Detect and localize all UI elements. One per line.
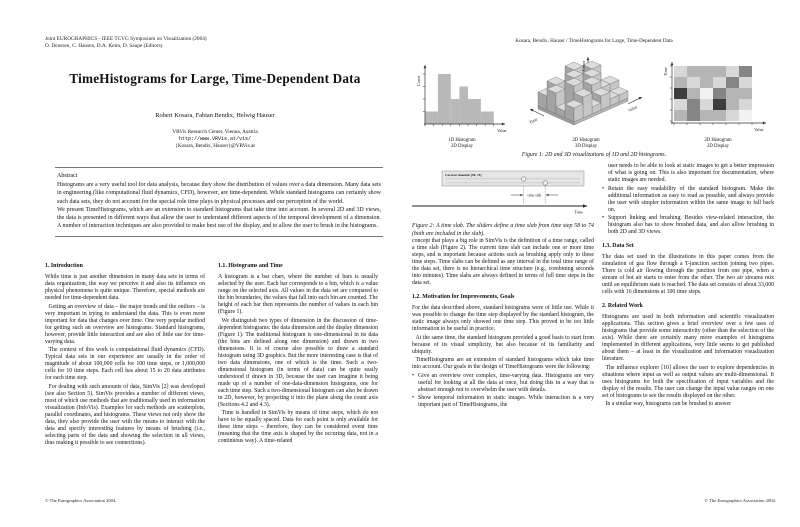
page2-footer: © The Eurographics Association 2004. bbox=[704, 498, 776, 503]
section-heading-data-set: 1.3. Data Set bbox=[602, 243, 634, 249]
page1-column2 bbox=[218, 263, 378, 445]
svg-text:Value: Value bbox=[754, 127, 764, 132]
fig1-heatmap-svg bbox=[660, 60, 776, 136]
subfig-label: 1D Histogram 2D Display bbox=[448, 138, 476, 149]
svg-text:Count: Count bbox=[416, 75, 421, 86]
page2-column1 bbox=[412, 170, 594, 409]
paragraph: Time is handled in SimVis by means of time steps, which do not have to be equally spaced. Data for each point is only available for these time steps – therefore, they can be considered event time (meaning that the time axis is shaped by the occuring data, not in a continuous way). A time-related bbox=[218, 410, 378, 444]
affiliation-line: VRVis Research Center, Vienna, Austria bbox=[172, 129, 258, 135]
goal-bullet: • Support linking and brushing. Besides view-related interaction, the histogram also has to show brushed data, and also allow brushing in both 2D and 3D views. bbox=[602, 215, 774, 236]
paragraph: Histograms are used in both information and scientific visualization applications. This section gives a brief overview over a few uses of histograms that provide some interactivity (other than the selection of the axis). While there are certainly many more examples of histograms implemented in different applications, very little seems to get published about them – at least in the visualization and information visualization literature. bbox=[602, 314, 774, 362]
abstract-paragraph-1: Histograms are a very useful tool for data analysis, because they show the distribution of values over a data dimension. Many data sets in engineering (like computational fluid dynamics, CFD), however, are time-dependent. While standard histograms can certainly show such data sets, they do not account for the special role time plays in physical processes and our perception of the world. bbox=[57, 182, 381, 205]
svg-text:time slab: time slab bbox=[527, 193, 542, 198]
goal-bullet: • Show temporal information in static images. While interaction is a very important part of TimeHistograms, the bbox=[412, 395, 594, 409]
svg-text:Count: Count bbox=[581, 60, 586, 71]
conference-line2: O. Deussen, C. Hansen, D.A. Keim, D. Saupe (Editors) bbox=[45, 42, 163, 49]
goal-bullet: • Give an overview over complex, time-varying data. Histograms are very useful for looking at all the data at once, but doing this in a way that is abstract enough not to overwhelm the user with details. bbox=[412, 373, 594, 394]
paragraph: TimeHistograms are an extension of standard histograms which take time into account. Our goals in the design of TimeHistograms were the following: bbox=[412, 357, 594, 371]
paragraph: In a similar way, histograms can be brushed to answer bbox=[605, 401, 732, 407]
paragraph: We distinguish two types of dimension in the discussion of time-dependent histograms: the data dimension and the display dimension (Figure 1). The traditional histogram is one-dimensional in its data (the bins are defined along one dimension) and drawn in two dimensions. It is of course also possible to draw a standard histogram using 3D graphics. But the more interesting case is that of two data dimensions, one of which is the time. Such a two-dimensional histogram (in terms of data) can be quite easily understood if drawn in 3D, because the user can imagine it being made up of a number of one-data-dimension histograms, one for each time step. Such a two-dimensional histogram can also be drawn in 2D, however, by projecting it into the plane along the count axis (Sections 4.2 and 4.3). bbox=[218, 317, 378, 408]
paragraph: The data set used in the illustrations in this paper comes from the simulation of gas flow through a T-junction section joining two pipes. There is cold air flowing through the junction from one pipe, when a stream of hot air starts to enter from the other. The two air streams mix until an equilibrium state is reached. The data set consists of about 33,000 cells with 16 dimensions at 100 time steps. bbox=[602, 254, 774, 295]
paragraph: The context of this work is computational fluid dynamics (CFD). Typical data sets in our experience are usually in the order of magnitude of about 100,000 cells for 100 time steps, or 1,000,000 cells for 10 time steps. Each cell has about 15 to 20 data attributes for each time step. bbox=[45, 347, 205, 381]
running-head: Kosara, Bendix, Hauser / TimeHistograms for Large, Time-Dependent Data bbox=[515, 38, 673, 44]
section-heading-introduction: 1. Introduction bbox=[45, 263, 83, 269]
authors-line: Robert Kosara, Fabian Bendix, Helwig Hauser bbox=[155, 112, 275, 119]
page-2 bbox=[410, 0, 778, 527]
subfig-2d-histogram-2d-display bbox=[660, 60, 776, 150]
goal-bullet: • Retain the easy readability of the standard histogram. Make the additional information as easy to read as possible, and always provide the user with simpler information within the same image to fall back on. bbox=[602, 186, 774, 214]
page2-column2 bbox=[602, 163, 774, 408]
abstract-block bbox=[55, 167, 383, 237]
figure1-caption: Figure 1: 2D and 3D visualizations of 1D and 2D histograms. bbox=[521, 152, 667, 158]
svg-text:Value: Value bbox=[497, 128, 507, 133]
abstract-paragraph-2: We present TimeHistograms, which are an extension to standard histograms that take time into account. In several 2D and 3D views, the data is presented in different ways that allow the user to understand different aspects of the temporal development of a dimension. A number of interaction techniques are also provided to make best use of the display, and to allow the user to brush in the histograms. bbox=[57, 206, 381, 230]
paragraph: For dealing with such amounts of data, SimVis [2] was developed (see also Section 5). SimVis provides a number of different views, most of which use methods that are traditionally used in information visualization (InfoVis). Examples for such methods are scatterplots, parallel coordinates, and histograms. These views not only show the data, they also provide the user with the means to interact with the data and specify interesting features by means of brushing (i.e., selecting parts of the data and showing the selection in all views, thus making it possible to see connections). bbox=[45, 383, 205, 446]
conference-line1: Joint EUROGRAPHICS - IEEE TCVG Symposium on Visualization (2004) bbox=[45, 36, 207, 42]
paragraph: A histogram is a bar chart, where the number of bars is usually selected by the user. Each bar corresponds to a bin, which is a value range on the selected axis. All values in the data set are compared to the bin boundaries, the values that fall into each bin are counted. The height of each bar then represents the number of values in each bin (Figure 1). bbox=[218, 274, 378, 315]
figure1 bbox=[410, 54, 778, 150]
abstract-heading: Abstract bbox=[57, 173, 78, 179]
email-line: {Kosara, Bendix, Hauser}@VRVis.at bbox=[175, 143, 255, 149]
fig1-hist3d-svg bbox=[526, 54, 646, 136]
section-heading-motivation: 1.2. Motivation for Improvements, Goals bbox=[412, 294, 515, 301]
subfig-label: 2D Histogram 2D Display bbox=[704, 138, 732, 149]
page1-column1 bbox=[45, 263, 205, 447]
paragraph: While time is just another dimension in many data sets in terms of data organization, the way we perceive it and also its influence on physical phenomena is quite unique. Therefore, special methods are needed for time-dependent data. bbox=[45, 274, 205, 301]
figure2-caption: Figure 2: A time slab. The sliders define a time slab from time step 58 to 74 (both are included in the slab). bbox=[412, 223, 594, 237]
section-heading-related-work: 2. Related Work bbox=[602, 303, 643, 309]
subfig-1d-histogram-2d-display bbox=[412, 62, 512, 150]
page-1 bbox=[45, 0, 385, 527]
paper-title: TimeHistograms for Large, Time-Dependent Data bbox=[69, 71, 361, 86]
svg-text:Time: Time bbox=[663, 67, 668, 76]
fig1-hist2d-svg bbox=[412, 62, 512, 136]
conference-header bbox=[45, 36, 207, 49]
subfig-label: 2D Histogram 3D Display bbox=[572, 138, 600, 149]
paragraph: At the same time, the standard histogram provided a good basis to start from because of its visual simplicity, but also because of its familiarity and ubiquity. bbox=[412, 334, 594, 355]
website-url: http://www.VRVis.at/vis/ bbox=[178, 136, 251, 142]
paragraph: The influence explorer [10] allows the user to explore dependencies in situations where input as well as output values are multi-dimensional. It uses histograms for both the specification of input variables and the display of the results. The user can change the input value ranges on one set of histograms to see the results displayed on the other. bbox=[602, 364, 774, 399]
svg-text:Value: Value bbox=[627, 104, 638, 113]
svg-text:Current timeslab [58, 74]: Current timeslab [58, 74] bbox=[445, 173, 482, 178]
fig2-slider-svg bbox=[412, 170, 592, 216]
section-heading-histograms-and-time: 1.1. Histograms and Time bbox=[218, 263, 283, 269]
affiliation-block bbox=[45, 129, 385, 150]
svg-text:Time: Time bbox=[528, 116, 539, 125]
paragraph: Getting an overview of data – the major trends and the outliers – is very important in trying to understand the data. This is even more important for data that changes over time. One very popular method for getting such an overview are histograms. Standard histograms, however, provide little interaction and are also of little use for time-varying data. bbox=[45, 303, 205, 345]
figure2-time-slab-widget bbox=[412, 170, 594, 216]
page1-footer: © The Eurographics Association 2004. bbox=[45, 498, 117, 503]
paragraph: For the data described above, standard histograms were of little use. While it was possible to change the time step displayed by the standard histogram, the static image always only showed one time step. This proved to be too little information to be useful in practice. bbox=[412, 305, 594, 333]
bullet-continuation: user needs to be able to look at static images to get a better impression of what is going on. This is also important for documentation, where static images are needed. bbox=[608, 163, 774, 183]
subfig-2d-histogram-3d-display bbox=[526, 54, 646, 150]
paragraph: concept that plays a big role in SimVis is the definition of a time range, called a time slab (Figure 2). The current time slab can include one or more time steps, and is important because actions such as brushing apply only to these time steps. Time slabs can be defined as any interval in the total time range of the data set, there is no hierarchical time structure (e.g., combining seconds into minutes). Time slabs are always defined in terms of full time steps in the data set. bbox=[412, 238, 594, 287]
svg-text:Time: Time bbox=[574, 209, 584, 215]
